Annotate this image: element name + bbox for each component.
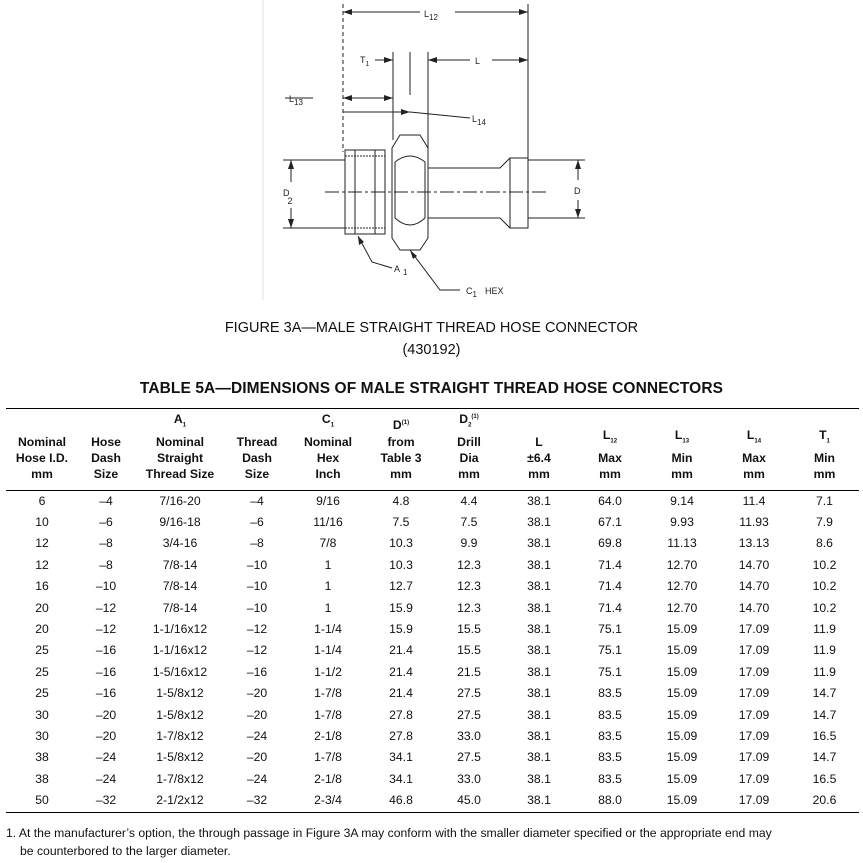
table-cell: 75.1 [598,664,622,679]
table-cell: 17.09 [738,728,770,743]
column-header-symbol: L [535,434,543,449]
table-cell: 20.6 [790,790,859,812]
column-header-symbol: $L_{13}$ [674,428,690,445]
column-header-line: mm [599,466,621,481]
column-header-line: Nominal [17,434,67,449]
table-cell: 17.09 [738,621,770,636]
table-cell: 14.7 [812,707,837,722]
table-cell: 64.0 [598,493,622,508]
table-cell: 33.0 [457,728,481,743]
table-cell: –10 [95,579,117,594]
column-header-line: Hose I.D. [15,450,69,465]
table-cell: 30 [35,707,49,722]
table-cell: 7/8 [319,536,337,551]
column-header-symbol: $L_{14}$ [746,428,762,445]
table-cell: 10.2 [812,600,837,615]
table-cell: 33.0 [457,771,481,786]
table-row [6,683,859,704]
table-cell: 21.4 [389,643,413,658]
table-cell: 12.70 [666,557,698,572]
table-cell: 10.3 [389,536,413,551]
table-row [6,533,859,554]
table-cell: 1-7/8x12 [156,728,204,743]
table-cell: 1 [324,557,332,572]
table-row [6,555,859,576]
table-cell: 15.09 [666,621,698,636]
footnote-line-1: 1. At the manufacturer’s option, the through passage in Figure 3A may conform with the smaller diameter specified or the appropriate end may [6,826,772,840]
table-cell: 7/8-14 [162,579,198,594]
column-header [434,409,504,491]
table-cell: –8 [99,557,113,572]
table-row [6,662,859,683]
table-cell: 88.0 [574,790,646,812]
label-t1: $T_1$ [360,55,370,68]
table-row [6,640,859,661]
table-cell: 83.5 [598,728,622,743]
table-cell: 83.5 [598,707,622,722]
table-row [6,490,859,512]
table-cell: 45.0 [434,790,504,812]
column-header-line: Size [93,466,119,481]
table-cell: 69.8 [598,536,622,551]
table-cell: 38 [35,750,49,765]
column-header [646,409,718,491]
table-cell: 38.1 [527,493,551,508]
table-cell: 34.1 [389,771,413,786]
table-cell: 21.5 [457,664,481,679]
table-cell: –10 [246,557,268,572]
c1-leader [410,250,460,290]
table-cell: 38.1 [527,557,551,572]
table-cell: 15.09 [666,664,698,679]
table-cell: 1 [324,579,332,594]
table-cell: 2-1/8 [314,728,342,743]
table-cell: 71.4 [598,579,622,594]
table-row [6,619,859,640]
table-cell: 17.09 [738,750,770,765]
table-cell: 8.6 [816,536,833,551]
table-cell: 1-7/8 [314,750,342,765]
table-cell: 83.5 [598,750,622,765]
column-header-line: Dash [91,450,121,465]
table-cell: 27.5 [457,686,481,701]
table-header [6,409,859,491]
table-cell: 1-5/8x12 [156,686,204,701]
table-cell: 15.09 [666,728,698,743]
table-cell: 17.09 [738,707,770,722]
table-cell: 10 [35,514,49,529]
table-cell: 67.1 [598,514,622,529]
table-cell: –6 [99,514,113,529]
table-cell: 38.1 [527,686,551,701]
hex-curve-bottom [395,218,425,225]
table-cell: 14.7 [812,686,837,701]
column-header [6,409,78,491]
column-header [718,409,790,491]
table-cell: 17.09 [738,771,770,786]
table-cell: –12 [95,600,117,615]
label-l: L [475,56,481,66]
table-cell: 11.4 [742,493,766,508]
table-title: TABLE 5A—DIMENSIONS OF MALE STRAIGHT THREAD HOSE CONNECTORS [139,380,724,397]
table-cell: –16 [95,664,117,679]
table-cell: 25 [35,643,49,658]
table-cell: 9/16-18 [159,514,201,529]
table-cell: 15.09 [666,771,698,786]
table-cell: 30 [35,728,49,743]
label-l13: L13 [289,94,303,107]
table-cell: 46.8 [368,790,434,812]
table-cell: 17.09 [738,686,770,701]
column-header-symbol: $L_{12}$ [602,428,618,445]
table-cell: 2-3/4 [288,790,368,812]
table-cell: 20 [35,600,49,615]
table-cell: 25 [35,664,49,679]
footnote [6,824,856,860]
table-cell: 11.93 [739,514,769,529]
table-cell: 38.1 [527,707,551,722]
table-cell: –32 [226,790,288,812]
table-row [6,747,859,768]
table-cell: 1-1/16x12 [152,643,208,658]
column-header [790,409,859,491]
table-cell: –24 [95,771,117,786]
column-header-line: Hex [316,450,340,465]
column-header-line: Table 3 [380,450,422,465]
table-row [6,769,859,790]
column-header-line: from [387,434,415,449]
table-body [6,490,859,812]
a1-leader [358,236,392,268]
table-cell: –20 [246,750,268,765]
table-cell: –20 [95,728,117,743]
column-header [288,409,368,491]
table-cell: –12 [246,643,268,658]
table-row [6,576,859,597]
table-cell: 12.7 [389,579,413,594]
table-cell: 17.09 [738,664,770,679]
table-cell: 12 [35,536,49,551]
table-cell: 15.9 [389,621,413,636]
table-cell: 6 [38,493,46,508]
connector-drawing [0,0,863,315]
table-cell: 38.1 [527,728,551,743]
table-cell: 14.70 [738,579,770,594]
table-cell: 1-1/4 [314,643,342,658]
table-cell: 16 [35,579,49,594]
column-header-line: Dash [242,450,272,465]
table-cell: 1-5/8x12 [156,707,204,722]
column-header-symbol: $C_1$ [321,412,335,429]
table-cell: 15.09 [666,686,698,701]
column-header [368,409,434,491]
table-row [6,705,859,726]
table-cell: 25 [35,686,49,701]
table-row [6,512,859,533]
label-l12: L12 [424,9,438,22]
table-cell: 1-7/8 [314,686,342,701]
column-header-symbol: $D_2^{(1)}$ [459,412,479,429]
table-cell: –4 [250,493,264,508]
column-header-line: Min [814,450,835,465]
table-cell: 21.4 [389,686,413,701]
table-cell: 11.9 [813,621,836,636]
table-cell: 12.3 [457,579,481,594]
table-cell: 75.1 [598,643,622,658]
dimensions-table-wrap [6,408,859,813]
label-d2: D 2 [283,188,293,206]
column-header-line: Max [742,450,766,465]
table-cell: 4.8 [392,493,410,508]
table-cell: 75.1 [598,621,622,636]
column-header-line: Drill [457,434,481,449]
column-header-line: Min [671,450,693,465]
table-cell: 13.13 [738,536,770,551]
table-cell: –12 [246,621,268,636]
table-cell: 34.1 [389,750,413,765]
table-cell: 9.14 [670,493,694,508]
table-cell: 50 [6,790,78,812]
table-cell: 15.9 [389,600,413,615]
column-header [78,409,134,491]
label-c1-hex: C1 HEX [466,286,504,299]
table-cell: 12.3 [457,600,481,615]
table-cell: 17.09 [738,643,770,658]
column-header-line: Inch [315,466,341,481]
table-cell: –6 [250,514,264,529]
table-cell: 71.4 [598,600,622,615]
table-cell: 27.8 [389,728,413,743]
table-cell: 38.1 [527,771,551,786]
table-cell: 14.7 [812,750,837,765]
table-cell: 27.5 [457,750,481,765]
table-cell: 7.5 [392,514,410,529]
table-cell: 1-7/8x12 [156,771,204,786]
column-header-line: Nominal [155,434,205,449]
table-cell: 11.9 [813,664,836,679]
column-header [134,409,226,491]
table-cell: –4 [99,493,113,508]
table-cell: 83.5 [598,686,622,701]
table-cell: –16 [95,643,117,658]
table-cell: 7/16-20 [159,493,201,508]
table-cell: 1-1/16x12 [152,621,208,636]
table-cell: 2-1/8 [314,771,342,786]
column-header [574,409,646,491]
table-cell: 7.9 [816,514,833,529]
label-d: D [574,186,581,196]
column-header-line: Max [598,450,622,465]
table-cell: 16.5 [812,771,837,786]
table-cell: –12 [95,621,117,636]
table-cell: 16.5 [812,728,837,743]
table-cell: 1-5/16x12 [152,664,208,679]
column-header-line: mm [390,466,412,481]
table-cell: –20 [246,707,268,722]
label-l14: L14 [472,114,486,127]
table-cell: 38.1 [527,643,551,658]
column-header-line: ±6.4 [527,450,551,465]
table-cell: 9.93 [670,514,694,529]
table-cell: 15.09 [666,643,698,658]
table-cell: –20 [246,686,268,701]
table-cell: 4.4 [460,493,478,508]
table-cell: 12.3 [457,557,481,572]
table-cell: 38.1 [504,790,574,812]
table-cell: 1-1/4 [314,621,342,636]
table-cell: 11.9 [813,643,836,658]
table-cell: –8 [250,536,264,551]
table-cell: 38 [35,771,49,786]
column-header-line: mm [671,466,693,481]
column-header-symbol: $T_1$ [819,428,830,445]
table-cell: 15.09 [646,790,718,812]
column-header-line: mm [813,466,836,481]
table-cell: 1-1/2 [314,664,342,679]
table-cell: 38.1 [527,514,551,529]
table-cell: 14.70 [738,557,770,572]
table-cell: 15.09 [666,750,698,765]
table-cell: 7.1 [816,493,833,508]
table-cell: 27.5 [457,707,481,722]
column-header [504,409,574,491]
hose-stem [428,158,528,228]
table-cell: 12 [35,557,49,572]
column-header-line: mm [528,466,550,481]
table-cell: –24 [246,771,268,786]
column-header-line: Nominal [303,434,353,449]
table-cell: 15.5 [457,643,481,658]
table-cell: –16 [95,686,117,701]
table-cell: 7/8-14 [162,600,198,615]
table-row [6,598,859,619]
table-row [6,726,859,747]
table-cell: 2-1/2x12 [134,790,226,812]
table-cell: 3/4-16 [162,536,198,551]
table-cell: –24 [95,750,117,765]
column-header-line: mm [31,466,53,481]
footnote-line-2: be counterbored to the larger diameter. [20,844,231,858]
column-header-line: mm [458,466,480,481]
table-cell: 38.1 [527,621,551,636]
table-row [6,790,859,812]
table-cell: 38.1 [527,664,551,679]
column-header-line: Size [244,466,270,481]
table-cell: 12.70 [666,579,698,594]
table-cell: –16 [246,664,268,679]
label-a1: A 1 [394,264,408,277]
table-cell: 14.70 [738,600,770,615]
column-header-line: Straight [156,450,204,465]
table-cell: 10.2 [812,557,837,572]
column-header-line: Dia [459,450,479,465]
table-cell: 7.5 [460,514,478,529]
figure-caption: FIGURE 3A—MALE STRAIGHT THREAD HOSE CONNECTOR [224,320,639,336]
table-cell: 9/16 [316,493,340,508]
column-header-line: Thread [236,434,278,449]
table-cell: 20 [35,621,49,636]
table-cell: 15.09 [666,707,698,722]
table-cell: 38.1 [527,750,551,765]
column-header-symbol: $D^{(1)}$ [392,418,410,433]
table-cell: 38.1 [527,600,551,615]
column-header-line: Hose [91,434,121,449]
dimensions-table [6,408,859,813]
table-cell: 10.3 [389,557,413,572]
hex-curve-top [395,156,425,162]
table-cell: –32 [78,790,134,812]
table-cell: 17.09 [718,790,790,812]
table-cell: 12.70 [666,600,698,615]
dim-l14-lead [410,112,470,118]
table-cell: –10 [246,579,268,594]
table-cell: 38.1 [527,536,551,551]
table-cell: 83.5 [598,771,622,786]
table-cell: 71.4 [598,557,622,572]
table-cell: 21.4 [389,664,413,679]
figure-code: (430192) [402,342,461,358]
table-cell: 1-7/8 [314,707,342,722]
column-header [226,409,288,491]
table-cell: 11/16 [313,514,343,529]
table-cell: –10 [246,600,268,615]
arrowheads [288,9,581,259]
table-cell: 38.1 [527,579,551,594]
table-cell: –24 [246,728,268,743]
table-cell: 10.2 [812,579,837,594]
column-header-line: Thread Size [145,466,215,481]
table-cell: 27.8 [389,707,413,722]
table-cell: 9.9 [460,536,478,551]
table-cell: 11.13 [667,536,697,551]
table-cell: 15.5 [457,621,481,636]
table-cell: 1-5/8x12 [156,750,204,765]
table-cell: –20 [95,707,117,722]
column-header-symbol: $A_1$ [173,412,187,429]
table-cell: 7/8-14 [162,557,198,572]
table-cell: 1 [324,600,332,615]
column-header-line: mm [743,466,765,481]
table-cell: –8 [99,536,113,551]
